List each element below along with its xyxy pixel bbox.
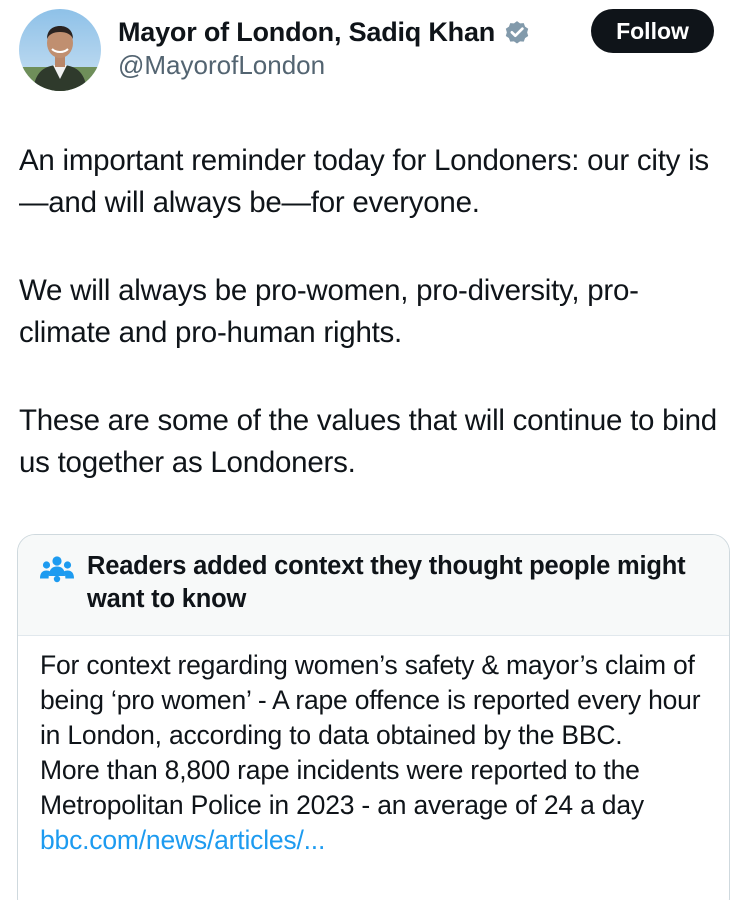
display-name[interactable]: Mayor of London, Sadiq Khan — [118, 16, 496, 47]
tweet-paragraph: These are some of the values that will continue to bind us together as Londoners. — [19, 404, 717, 479]
community-note-text: More than 8,800 rape incidents were reported to the Metropolitan Police in 2023 - an average of 24 a day — [40, 755, 644, 820]
tweet-text — [19, 140, 724, 530]
avatar-image — [19, 9, 101, 91]
community-note — [17, 534, 730, 900]
community-note-text: For context regarding women’s safety & mayor’s claim of being ‘pro women’ - A rape offence is reported every hour in London, according to data obtained by the BBC. — [40, 650, 701, 750]
tweet-paragraph: An important reminder today for Londoners: our city is—and will always be—for everyone. — [19, 144, 709, 219]
avatar[interactable] — [19, 9, 101, 91]
tweet-header — [0, 0, 746, 100]
name-row — [118, 14, 531, 50]
people-icon — [40, 555, 74, 583]
community-note-source-link[interactable]: bbc.com/news/articles/... — [40, 825, 326, 855]
community-note-header[interactable] — [18, 535, 729, 636]
tweet-paragraph: We will always be pro-women, pro-diversity, pro-climate and pro-human rights. — [19, 274, 639, 349]
community-note-title: Readers added context they thought people might want to know — [87, 552, 686, 613]
user-handle[interactable]: @MayorofLondon — [118, 50, 326, 80]
follow-button[interactable]: Follow — [591, 9, 714, 53]
community-note-body — [40, 648, 720, 858]
verified-badge-icon — [503, 18, 531, 46]
